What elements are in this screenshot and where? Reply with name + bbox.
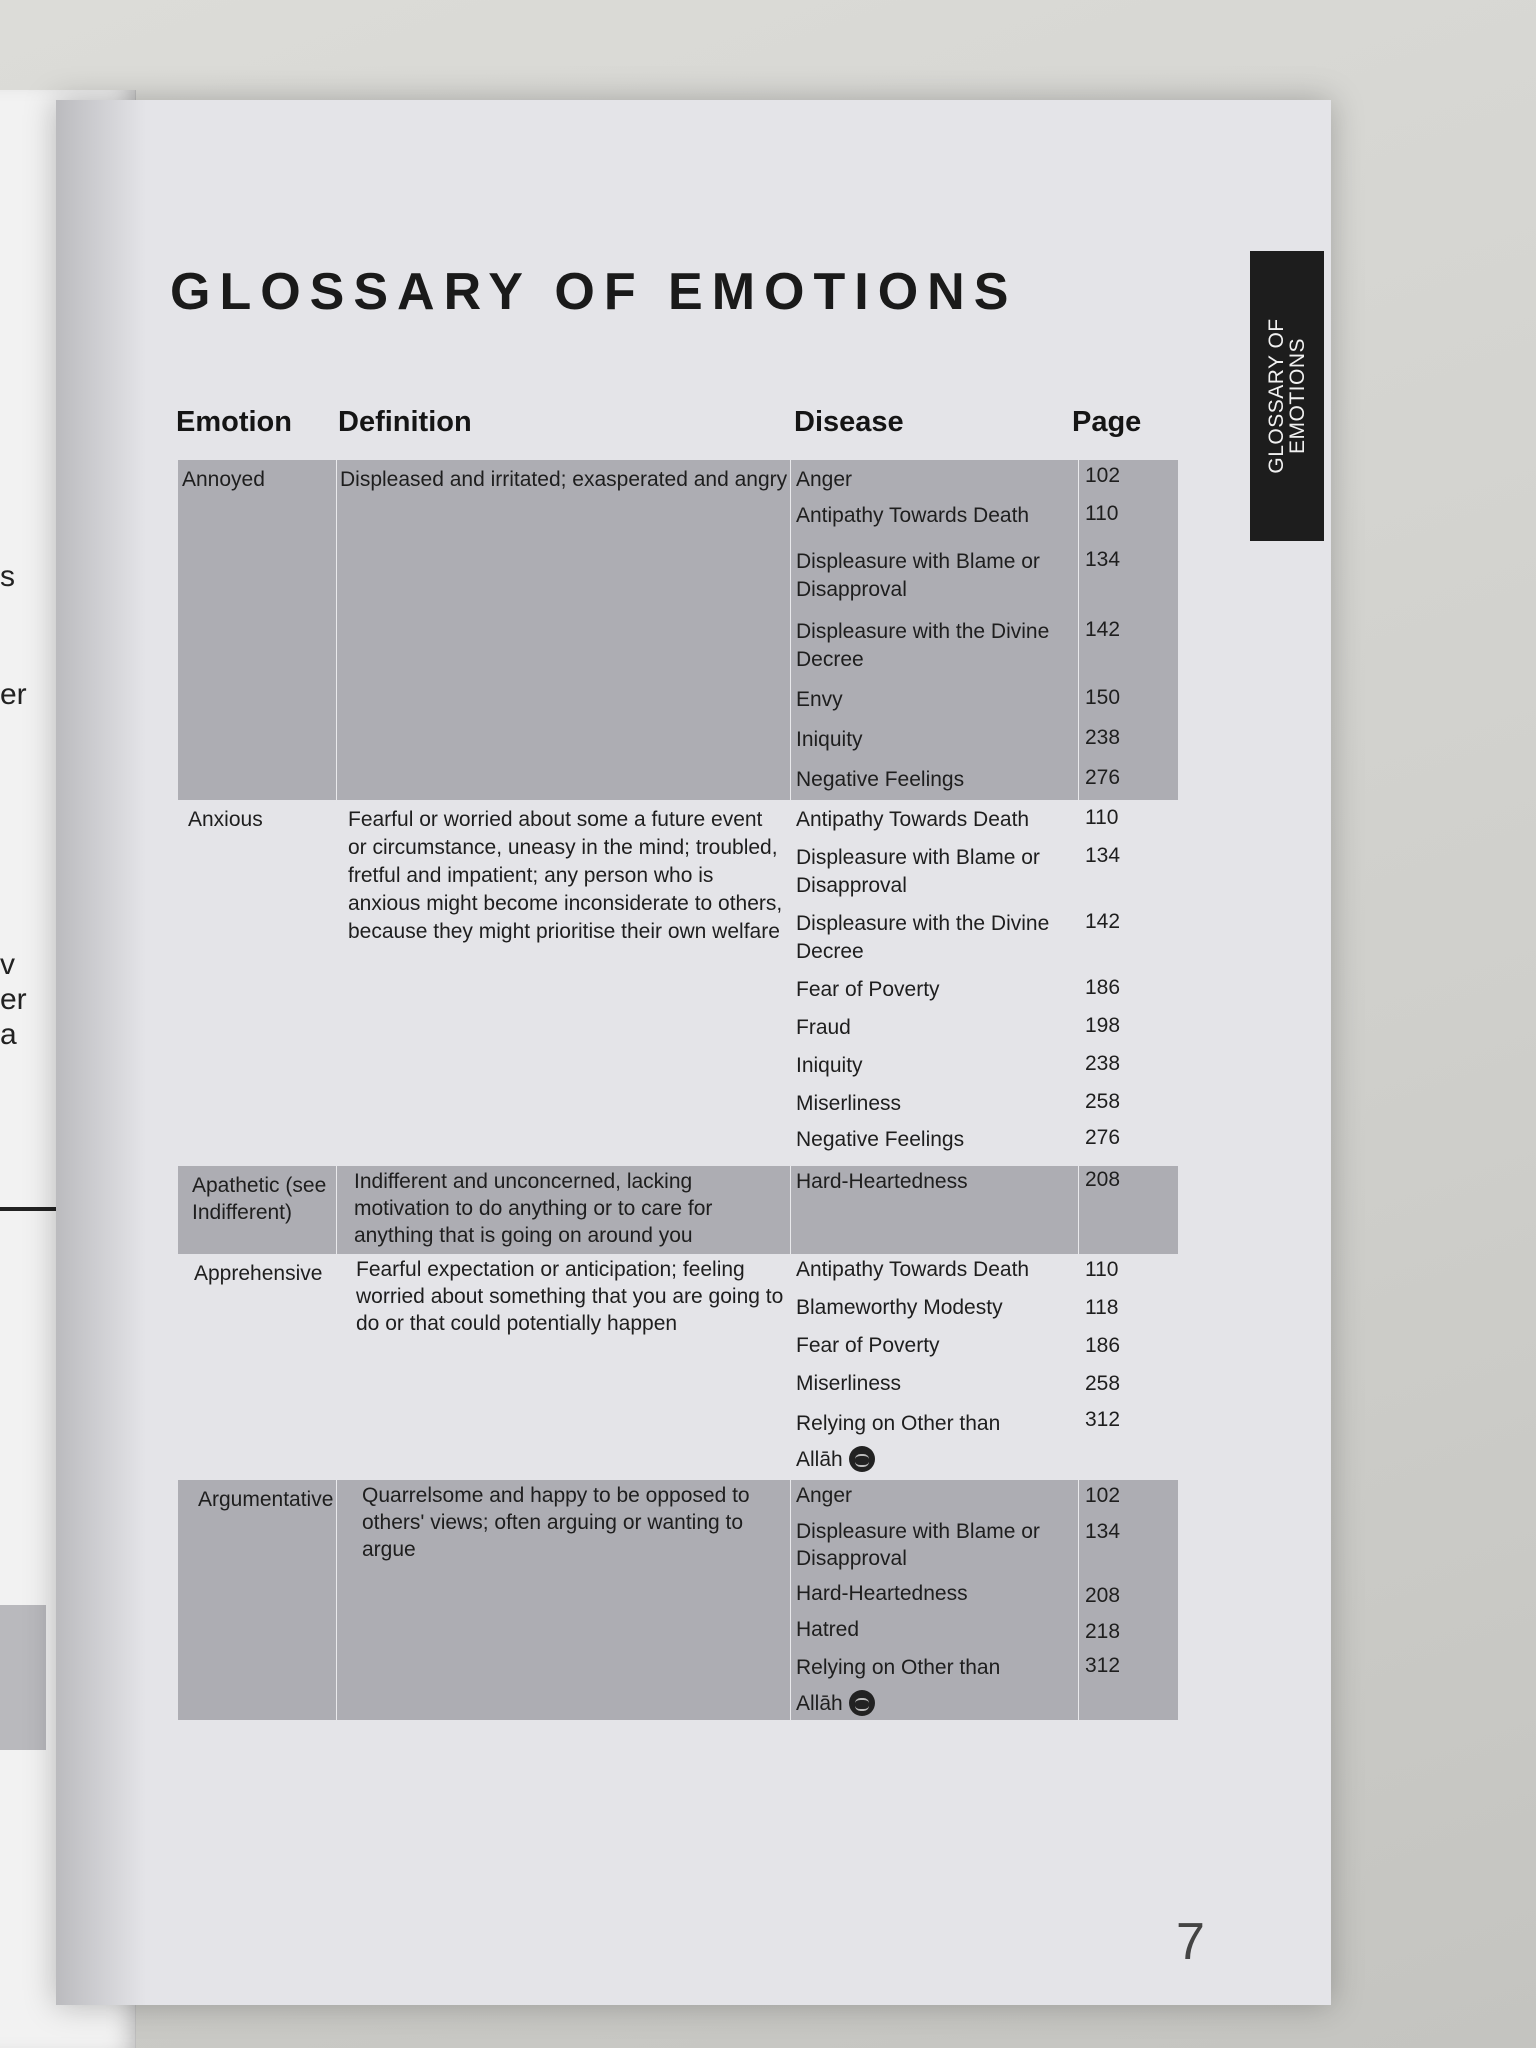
emotion-term: Apathetic (see Indifferent): [192, 1174, 327, 1224]
emotion-definition: Fearful expectation or anticipation; feeling worried about something that you are going to do or that could potentially happen: [356, 1258, 784, 1335]
page-ref: 312: [1085, 1408, 1121, 1431]
disease-name: Hard-Heartedness: [796, 1170, 968, 1193]
page-title: GLOSSARY OF EMOTIONS: [170, 263, 1018, 321]
section-tab-line: EMOTIONS: [1286, 338, 1309, 455]
disease-name: Fear of Poverty: [796, 1334, 940, 1357]
column-header-definition: Definition: [338, 406, 472, 438]
page-ref: 150: [1085, 686, 1121, 709]
page-ref: 218: [1085, 1620, 1121, 1643]
book-page: [56, 100, 1331, 2005]
facing-page-text: v: [0, 948, 15, 981]
disease-name: Displeasure with Blame or Disapproval: [796, 846, 1040, 897]
glossary-row: [178, 800, 1178, 1166]
column-header-emotion: Emotion: [176, 406, 292, 438]
emotion-term: Anxious: [188, 808, 263, 831]
page-number: 7: [1176, 1913, 1205, 1971]
page-ref: 110: [1085, 806, 1119, 829]
disease-name: Anger: [796, 468, 853, 491]
disease-name: [796, 1406, 1046, 1478]
disease-name: Hard-Heartedness: [796, 1582, 968, 1605]
glossary-table: [178, 460, 1178, 1724]
page-ref: 186: [1085, 1334, 1121, 1357]
emotion-definition: Quarrelsome and happy to be opposed to others' views; often arguing or wanting to argue: [362, 1484, 750, 1561]
section-tab-label: [1266, 306, 1308, 486]
page-ref: 208: [1085, 1168, 1121, 1191]
honorific-seal-icon: [849, 1446, 875, 1472]
facing-page-text: a: [0, 1018, 17, 1051]
disease-name: Displeasure with the Divine Decree: [796, 912, 1050, 963]
disease-name: Negative Feelings: [796, 1128, 965, 1151]
glossary-row: [178, 1166, 1178, 1254]
disease-name: Fear of Poverty: [796, 978, 940, 1001]
page-ref: 208: [1085, 1584, 1121, 1607]
page-ref: 258: [1085, 1372, 1121, 1395]
disease-name: Hatred: [796, 1618, 860, 1641]
page-ref: 258: [1085, 1090, 1121, 1113]
disease-name: Envy: [796, 688, 843, 711]
emotion-definition: Displeased and irritated; exasperated and angry: [340, 468, 788, 491]
honorific-seal-icon: [849, 1690, 875, 1716]
disease-name: Antipathy Towards Death: [796, 504, 1030, 527]
page-ref: 198: [1085, 1014, 1121, 1037]
page-ref: 110: [1085, 1258, 1119, 1281]
emotion-term: Annoyed: [182, 468, 265, 491]
disease-name: Displeasure with Blame or Disapproval: [796, 1520, 1040, 1570]
section-tab-line: GLOSSARY OF: [1265, 318, 1288, 474]
page-ref: 142: [1085, 618, 1121, 641]
facing-page-text: er: [0, 678, 27, 711]
glossary-row: [178, 1480, 1178, 1720]
disease-name: Miserliness: [796, 1372, 902, 1395]
page-ref: 118: [1085, 1296, 1119, 1319]
page-ref: 186: [1085, 976, 1121, 999]
emotion-definition: Indifferent and unconcerned, lacking motivation to do anything or to care for anything that is going on around you: [354, 1170, 713, 1247]
page-ref: 134: [1085, 1520, 1121, 1543]
emotion-term: Argumentative: [198, 1488, 334, 1511]
glossary-row: [178, 460, 1178, 800]
page-ref: 238: [1085, 726, 1121, 749]
disease-name-text: Relying on Other than Allāh: [796, 1412, 1001, 1471]
disease-name: Negative Feelings: [796, 768, 965, 791]
page-ref: 276: [1085, 766, 1121, 789]
column-header-disease: Disease: [794, 406, 904, 438]
disease-name: [796, 1650, 1046, 1722]
disease-name: Fraud: [796, 1016, 851, 1039]
emotion-term: Apprehensive: [194, 1262, 323, 1285]
page-ref: 134: [1085, 844, 1121, 867]
disease-name: Displeasure with Blame or Disapproval: [796, 550, 1040, 601]
page-ref: 238: [1085, 1052, 1121, 1075]
disease-name: Antipathy Towards Death: [796, 1258, 1030, 1281]
page-ref: 312: [1085, 1654, 1121, 1677]
disease-name: Miserliness: [796, 1092, 902, 1115]
disease-name: Anger: [796, 1484, 853, 1507]
facing-page-shaded-box: [0, 1605, 46, 1750]
disease-name: Iniquity: [796, 728, 863, 751]
page-ref: 110: [1085, 502, 1119, 525]
disease-name-text: Relying on Other than Allāh: [796, 1656, 1001, 1715]
emotion-definition: Fearful or worried about some a future event or circumstance, uneasy in the mind; troubled, fretful and impatient; any person who is anxious might become inconsiderate to others, because they might prioritise their own welfare: [348, 808, 783, 943]
disease-name: Antipathy Towards Death: [796, 808, 1030, 831]
disease-name: Blameworthy Modesty: [796, 1296, 1003, 1319]
column-header-page: Page: [1072, 406, 1142, 438]
page-ref: 276: [1085, 1126, 1121, 1149]
page-ref: 102: [1085, 464, 1121, 487]
facing-page-rule: [0, 1207, 58, 1211]
page-ref: 102: [1085, 1484, 1121, 1507]
facing-page-text: er: [0, 983, 27, 1016]
glossary-row: [178, 1254, 1178, 1480]
facing-page-text: s: [0, 560, 15, 593]
page-ref: 142: [1085, 910, 1121, 933]
page-ref: 134: [1085, 548, 1121, 571]
disease-name: Displeasure with the Divine Decree: [796, 620, 1050, 671]
disease-name: Iniquity: [796, 1054, 863, 1077]
